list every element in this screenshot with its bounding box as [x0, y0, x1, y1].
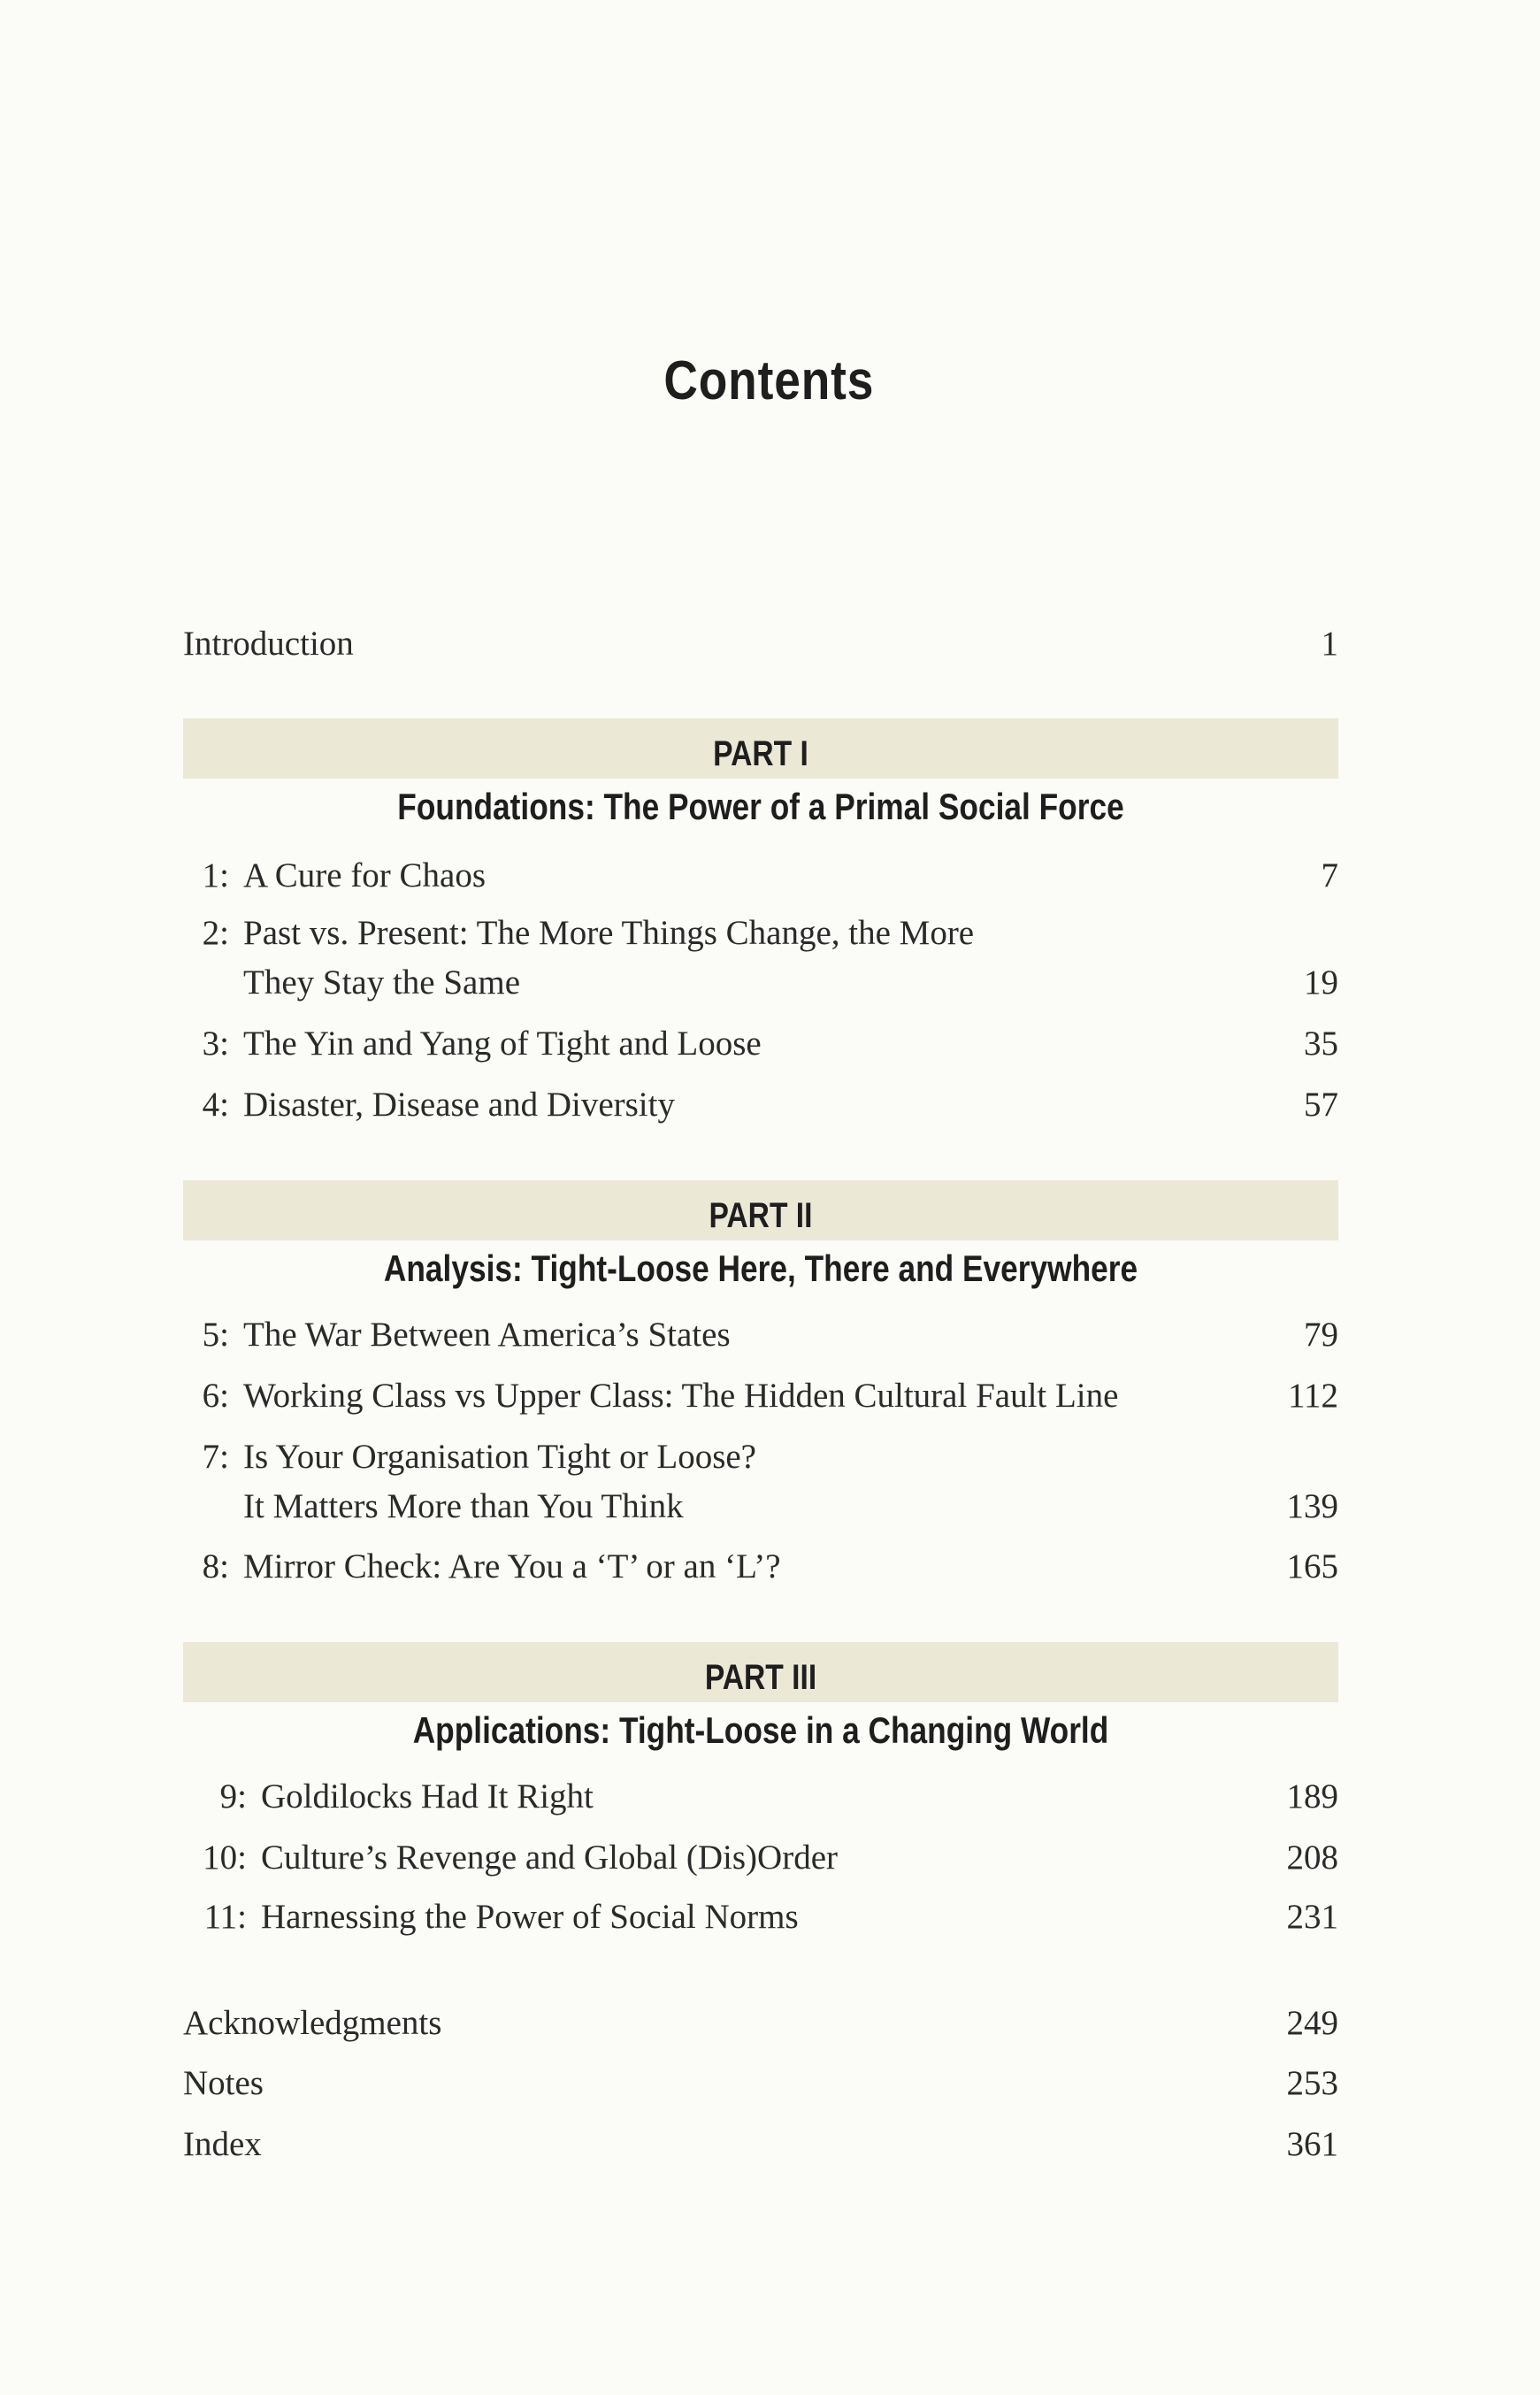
toc-entry-chapter	[183, 1833, 1338, 1883]
toc-entry-chapter	[183, 851, 1338, 901]
chapter-title: Goldilocks Had It Right	[261, 1777, 594, 1815]
entry-page: 57	[1304, 1086, 1338, 1124]
entry-page: 165	[1286, 1547, 1338, 1585]
toc-entry-chapter	[183, 1080, 1338, 1130]
chapter-title: Disaster, Disease and Diversity	[243, 1086, 675, 1124]
entry-page: 253	[1286, 2064, 1338, 2102]
toc-entry-index	[183, 2120, 1338, 2169]
page-title: Contents	[663, 350, 875, 411]
chapter-title-line-2: They Stay the Same	[243, 963, 521, 1002]
chapter-number: 6:	[202, 1377, 229, 1415]
entry-page: 19	[1304, 963, 1338, 1002]
chapter-title: The War Between America’s States	[243, 1316, 731, 1354]
entry-page: 112	[1287, 1377, 1338, 1415]
part-label: PART III	[704, 1658, 817, 1697]
part-label: PART I	[713, 734, 808, 773]
toc-entry-chapter-continued	[183, 958, 1338, 1008]
entry-label: Acknowledgments	[183, 2004, 442, 2042]
chapter-title: Culture’s Revenge and Global (Dis)Order	[261, 1838, 838, 1877]
chapter-title: Working Class vs Upper Class: The Hidden Cultural Fault Line	[243, 1377, 1119, 1415]
entry-page: 7	[1321, 856, 1338, 894]
toc-entry-chapter	[183, 1432, 1338, 1482]
entry-page: 79	[1304, 1316, 1338, 1354]
toc-entry-chapter	[183, 1310, 1338, 1360]
chapter-number: 2:	[202, 914, 229, 952]
chapter-title: Mirror Check: Are You a ‘T’ or an ‘L’?	[243, 1547, 781, 1585]
part-subtitle: Analysis: Tight-Loose Here, There and Everywhere	[383, 1247, 1138, 1289]
chapter-title: Is Your Organisation Tight or Loose?	[243, 1438, 756, 1476]
chapter-number: 9:	[219, 1777, 247, 1815]
entry-page: 35	[1304, 1025, 1338, 1063]
part-subtitle: Foundations: The Power of a Primal Social Force	[397, 786, 1124, 827]
toc-entry-introduction	[183, 619, 1338, 669]
chapter-title: Past vs. Present: The More Things Change, the More	[243, 914, 975, 952]
entry-page: 139	[1286, 1487, 1338, 1525]
toc-entry-acknowledgments	[183, 1999, 1338, 2048]
toc-entry-chapter	[183, 1019, 1338, 1069]
part-subtitle: Applications: Tight-Loose in a Changing World	[412, 1709, 1109, 1751]
chapter-number: 5:	[202, 1316, 229, 1354]
chapter-title: The Yin and Yang of Tight and Loose	[243, 1025, 762, 1063]
chapter-number: 7:	[202, 1438, 229, 1476]
entry-page: 1	[1321, 625, 1338, 663]
entry-label: Notes	[183, 2064, 264, 2102]
chapter-number: 11:	[203, 1898, 247, 1936]
entry-page: 361	[1286, 2125, 1338, 2163]
toc-entry-chapter	[183, 909, 1338, 958]
entry-page: 208	[1286, 1838, 1338, 1877]
entry-label: Introduction	[183, 625, 354, 663]
chapter-title-line-2: It Matters More than You Think	[243, 1487, 684, 1525]
entry-page: 189	[1286, 1777, 1338, 1815]
toc-entry-chapter	[183, 1892, 1338, 1942]
toc-entry-chapter	[183, 1542, 1338, 1592]
entry-page: 249	[1286, 2004, 1338, 2042]
entry-label: Index	[183, 2125, 262, 2163]
part-label: PART II	[709, 1196, 813, 1235]
chapter-number: 1:	[202, 856, 229, 894]
chapter-title: A Cure for Chaos	[243, 856, 487, 894]
toc-entry-chapter-continued	[183, 1482, 1338, 1531]
toc-entry-chapter	[183, 1371, 1338, 1421]
chapter-number: 4:	[202, 1086, 229, 1124]
chapter-number: 3:	[202, 1025, 229, 1063]
entry-page: 231	[1286, 1898, 1338, 1936]
chapter-title: Harnessing the Power of Social Norms	[261, 1898, 799, 1936]
toc-entry-chapter	[183, 1772, 1338, 1822]
toc-entry-notes	[183, 2059, 1338, 2108]
chapter-number: 10:	[203, 1838, 247, 1877]
chapter-number: 8:	[202, 1547, 229, 1585]
